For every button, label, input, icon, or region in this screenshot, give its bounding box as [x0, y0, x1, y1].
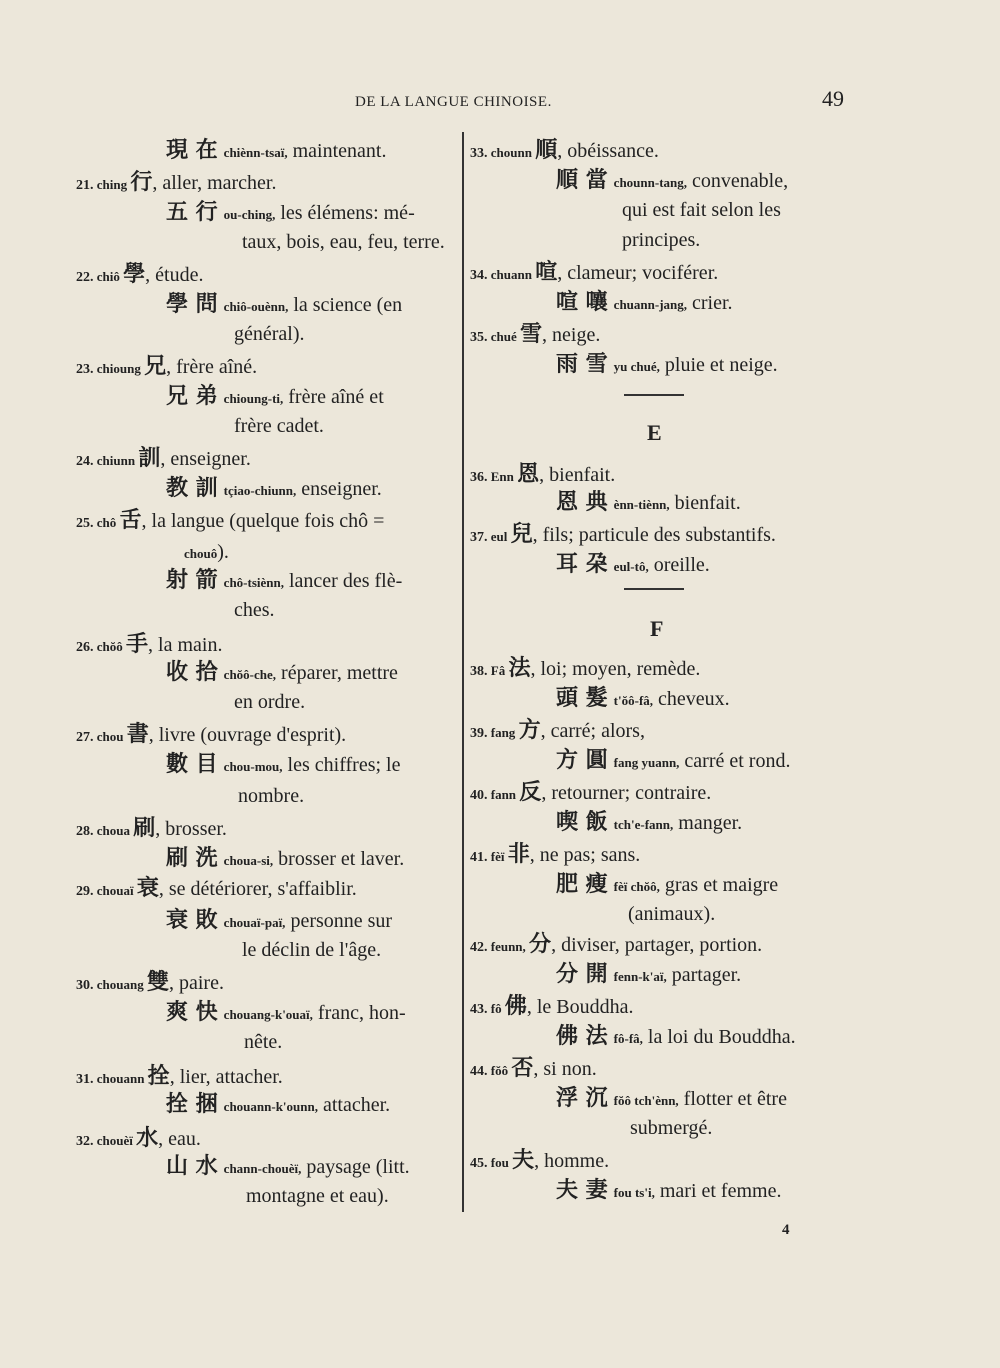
romanization: feunn,	[487, 939, 530, 954]
definition-text: qui est fait selon les	[622, 199, 781, 221]
definition-text: montagne et eau).	[246, 1185, 389, 1207]
chinese-character: 山 水	[166, 1154, 218, 1179]
section-letter-e: E	[647, 420, 662, 445]
definition-text: , si non.	[533, 1058, 597, 1080]
entry-number: 42.	[470, 940, 488, 955]
chinese-character: 訓	[138, 446, 161, 471]
chinese-character: 手	[126, 632, 149, 657]
entry-line	[630, 1118, 712, 1138]
definition-text: , retourner; contraire.	[541, 782, 712, 804]
definition-text: franc, hon-	[312, 1002, 406, 1024]
definition-text: la loi du Bouddha.	[642, 1026, 796, 1048]
chinese-character: 非	[507, 842, 530, 867]
definition-text: lancer des flè-	[283, 570, 403, 592]
definition-text: taux, bois, eau, feu, terre.	[242, 231, 445, 253]
entry-number: 39.	[470, 726, 488, 741]
chinese-character: 恩	[517, 462, 540, 487]
romanization: chioung	[93, 361, 145, 376]
entry-number: 22.	[76, 270, 94, 285]
entry-line	[246, 1186, 389, 1206]
entry-line	[234, 692, 305, 712]
romanization: Fâ	[487, 663, 509, 678]
entry-line	[166, 570, 402, 592]
romanization: chouang	[93, 977, 147, 992]
definition-text: réparer, mettre	[276, 662, 398, 684]
romanization: fou	[487, 1155, 513, 1170]
romanization: chiô	[93, 269, 124, 284]
entry-line	[242, 940, 381, 960]
chinese-character: 浮 沉	[556, 1086, 608, 1111]
entry-number: 38.	[470, 664, 488, 679]
definition-text: , neige.	[542, 324, 601, 346]
definition-text: enseigner.	[296, 478, 382, 500]
romanization: chounn	[487, 145, 536, 160]
entry-number: 36.	[470, 470, 488, 485]
chinese-character: 佛	[504, 994, 527, 1019]
definition-text: , le Bouddha.	[526, 996, 634, 1018]
entry-line	[166, 1156, 410, 1178]
chinese-character: 耳 朶	[556, 552, 608, 577]
romanization: yu chué,	[613, 359, 660, 374]
chinese-character: 喧 嚷	[556, 290, 608, 315]
definition-text: principes.	[622, 229, 701, 251]
definition-text: brosser et laver.	[273, 848, 405, 870]
entry-line	[76, 448, 251, 470]
definition-text: , enseigner.	[160, 448, 251, 470]
chinese-character: 現 在	[166, 138, 218, 163]
definition-text: , se détériorer, s'affaiblir.	[158, 878, 357, 900]
romanization: fang yuann,	[613, 755, 680, 770]
column-divider	[462, 132, 464, 1212]
romanization: fann	[487, 787, 520, 802]
chinese-character: 喧	[535, 260, 558, 285]
romanization: chou-mou,	[223, 759, 283, 774]
chinese-character: 兄 弟	[166, 384, 218, 409]
entry-line	[628, 904, 715, 924]
entry-number: 33.	[470, 146, 488, 161]
chinese-character: 衰	[136, 876, 159, 901]
romanization: ou-ching,	[223, 207, 276, 222]
definition-text: carré et rond.	[679, 750, 791, 772]
chinese-character: 五 行	[166, 200, 218, 225]
entry-number: 26.	[76, 640, 94, 655]
entry-line	[244, 1032, 282, 1052]
definition-text: , bienfait.	[539, 464, 616, 486]
definition-text: nête.	[244, 1031, 283, 1053]
entry-line	[234, 324, 305, 344]
entry-line	[184, 542, 229, 562]
entry-line	[76, 356, 257, 378]
definition-text: mari et femme.	[654, 1180, 782, 1202]
definition-text: manger.	[673, 812, 743, 834]
entry-number: 31.	[76, 1072, 94, 1087]
entry-line	[76, 1066, 283, 1088]
entry-line	[622, 230, 700, 250]
definition-text: partager.	[666, 964, 742, 986]
entry-line	[556, 292, 733, 314]
romanization: chounn-tang,	[613, 175, 687, 190]
romanization: chô-tsiènn,	[223, 575, 284, 590]
chinese-character: 夫 妻	[556, 1178, 608, 1203]
entry-line	[166, 386, 384, 408]
definition-text: flotter et être	[678, 1088, 787, 1110]
entry-line	[76, 1128, 201, 1150]
romanization: chouann	[93, 1071, 148, 1086]
entry-line	[166, 1094, 390, 1116]
definition-text: , paire.	[168, 972, 224, 994]
definition-text: (animaux).	[628, 903, 716, 925]
definition-text: maintenant.	[287, 140, 387, 162]
romanization: eul	[487, 529, 511, 544]
definition-text: les chiffres; le	[282, 754, 401, 776]
definition-text: , livre (ouvrage d'esprit).	[148, 724, 347, 746]
chinese-character: 書	[126, 722, 149, 747]
chinese-character: 肥 瘦	[556, 872, 608, 897]
entry-number: 37.	[470, 530, 488, 545]
entry-number: 41.	[470, 850, 488, 865]
chinese-character: 反	[519, 780, 542, 805]
entry-number: 23.	[76, 362, 94, 377]
entry-line	[556, 554, 710, 576]
definition-text: le déclin de l'âge.	[242, 939, 382, 961]
entry-line	[76, 818, 227, 840]
definition-text: cheveux.	[653, 688, 730, 710]
chinese-character: 雨 雪	[556, 352, 608, 377]
chinese-character: 教 訓	[166, 476, 218, 501]
romanization: chouang-k'ouaï,	[223, 1007, 313, 1022]
romanization: fô	[487, 1001, 505, 1016]
definition-text: , eau.	[158, 1128, 201, 1150]
entry-line	[470, 934, 762, 956]
entry-number: 27.	[76, 730, 94, 745]
entry-line	[470, 464, 615, 486]
chinese-character: 否	[511, 1056, 534, 1081]
definition-text: submergé.	[630, 1117, 713, 1139]
entry-number: 34.	[470, 268, 488, 283]
entry-number: 35.	[470, 330, 488, 345]
chinese-character: 夫	[512, 1148, 535, 1173]
chinese-character: 衰 敗	[166, 908, 218, 933]
romanization: tçiao-chiunn,	[223, 483, 297, 498]
romanization: chouann-k'ounn,	[223, 1099, 318, 1114]
definition-text: frère cadet.	[234, 415, 324, 437]
chinese-character: 學 問	[166, 292, 218, 317]
entry-line	[166, 662, 398, 684]
romanization: chouaï-paï,	[223, 915, 286, 930]
chinese-character: 行	[130, 170, 153, 195]
entry-line	[166, 1002, 406, 1024]
chinese-character: 兄	[144, 354, 167, 379]
romanization: chuann-jang,	[613, 297, 687, 312]
romanization: Enn	[487, 469, 518, 484]
entry-line	[166, 754, 400, 776]
definition-text: ches.	[234, 599, 275, 621]
definition-text: , frère aîné.	[166, 356, 258, 378]
definition-text: , étude.	[145, 264, 204, 286]
definition-text: , ne pas; sans.	[529, 844, 641, 866]
entry-number: 24.	[76, 454, 94, 469]
entry-line	[556, 750, 790, 772]
entry-line	[556, 688, 730, 710]
entry-number: 25.	[76, 516, 94, 531]
definition-text: nombre.	[238, 785, 305, 807]
chinese-character: 雪	[520, 322, 543, 347]
chinese-character: 方	[518, 718, 541, 743]
chinese-character: 射 箭	[166, 568, 218, 593]
entry-line	[470, 140, 659, 162]
entry-line	[556, 964, 741, 986]
entry-line	[166, 140, 386, 162]
entry-number: 45.	[470, 1156, 488, 1171]
romanization: chiô-ouènn,	[223, 299, 289, 314]
entry-line	[556, 874, 778, 896]
entry-number: 40.	[470, 788, 488, 803]
entry-line	[76, 172, 277, 194]
chinese-character: 法	[508, 656, 531, 681]
definition-text: la science (en	[288, 294, 403, 316]
running-header: DE LA LANGUE CHINOISE.	[355, 94, 552, 110]
romanization: fŏô	[487, 1063, 512, 1078]
definition-text: , la langue (quelque fois chô =	[141, 510, 385, 532]
chinese-character: 分 開	[556, 962, 608, 987]
signature-mark: 4	[782, 1222, 790, 1238]
entry-line	[166, 202, 415, 224]
entry-line	[622, 200, 781, 220]
chinese-character: 喫 飯	[556, 810, 608, 835]
definition-text: paysage (litt.	[301, 1156, 410, 1178]
entry-number: 44.	[470, 1064, 488, 1079]
entry-line	[234, 600, 275, 620]
entry-line	[556, 492, 741, 514]
chinese-character: 拴 捆	[166, 1092, 218, 1117]
definition-text: général).	[234, 323, 305, 345]
entry-line	[166, 848, 404, 870]
entry-line	[234, 416, 324, 436]
entry-line	[242, 232, 445, 252]
romanization: chouèï	[93, 1133, 137, 1148]
definition-text: , diviser, partager, portion.	[551, 934, 763, 956]
entry-line	[556, 1180, 781, 1202]
definition-text: gras et maigre	[659, 874, 779, 896]
romanization: chou	[93, 729, 127, 744]
definition-text: , carré; alors,	[540, 720, 645, 742]
romanization: chouô	[184, 546, 218, 561]
definition-text: , la main.	[148, 634, 223, 656]
entry-line	[470, 1150, 609, 1172]
definition-text: en ordre.	[234, 691, 306, 713]
entry-number: 21.	[76, 178, 94, 193]
entry-line	[470, 524, 776, 546]
definition-text: frère aîné et	[283, 386, 384, 408]
definition-text: , loi; moyen, remède.	[530, 658, 701, 680]
entry-line	[76, 972, 224, 994]
romanization: fŏô tch'ènn,	[613, 1093, 679, 1108]
entry-line	[470, 782, 711, 804]
entry-line	[556, 812, 742, 834]
entry-line	[76, 878, 357, 900]
romanization: chué	[487, 329, 520, 344]
definition-text: , lier, attacher.	[169, 1066, 283, 1088]
definition-text: , fils; particule des substantifs.	[532, 524, 776, 546]
romanization: chioung-ti,	[223, 391, 284, 406]
entry-line	[76, 264, 203, 286]
entry-number: 29.	[76, 884, 94, 899]
romanization: chiènn-tsaï,	[223, 145, 288, 160]
chinese-character: 恩 典	[556, 490, 608, 515]
entry-line	[470, 996, 634, 1018]
chinese-character: 刷 洗	[166, 846, 218, 871]
romanization: t'ŏô-fâ,	[613, 693, 654, 708]
definition-text: crier.	[687, 292, 733, 314]
definition-text: , brosser.	[155, 818, 227, 840]
chinese-character: 雙	[146, 970, 169, 995]
chinese-character: 數 目	[166, 752, 218, 777]
chinese-character: 兒	[510, 522, 533, 547]
chinese-character: 分	[529, 932, 552, 957]
romanization: ching	[93, 177, 131, 192]
chinese-character: 頭 髮	[556, 686, 608, 711]
chinese-character: 收 拾	[166, 660, 218, 685]
romanization: chouaï	[93, 883, 137, 898]
entry-line	[238, 786, 304, 806]
definition-text: oreille.	[648, 554, 710, 576]
definition-text: ).	[217, 541, 229, 563]
chinese-character: 爽 快	[166, 1000, 218, 1025]
definition-text: , clameur; vociférer.	[557, 262, 719, 284]
romanization: chuann	[487, 267, 536, 282]
romanization: fang	[487, 725, 519, 740]
chinese-character: 水	[136, 1126, 159, 1151]
section-rule	[624, 588, 684, 590]
chinese-character: 刷	[133, 816, 156, 841]
entry-line	[166, 910, 392, 932]
entry-line	[76, 634, 222, 656]
entry-line	[556, 1026, 796, 1048]
entry-line	[556, 170, 788, 192]
romanization: chô	[93, 515, 120, 530]
definition-text: personne sur	[285, 910, 393, 932]
definition-text: attacher.	[317, 1094, 391, 1116]
entry-number: 43.	[470, 1002, 488, 1017]
entry-line	[76, 510, 384, 532]
definition-text: , aller, marcher.	[152, 172, 277, 194]
chinese-character: 佛 法	[556, 1024, 608, 1049]
romanization: tch'e-fann,	[613, 817, 674, 832]
entry-line	[556, 354, 778, 376]
definition-text: pluie et neige.	[659, 354, 778, 376]
chinese-character: 舌	[119, 508, 142, 533]
entry-line	[470, 262, 718, 284]
entry-number: 32.	[76, 1134, 94, 1149]
definition-text: , homme.	[534, 1150, 610, 1172]
page-number: 49	[822, 86, 844, 111]
entry-line	[470, 658, 700, 680]
section-rule	[624, 394, 684, 396]
chinese-character: 學	[123, 262, 146, 287]
romanization: fenn-k'aï,	[613, 969, 667, 984]
chinese-character: 順 當	[556, 168, 608, 193]
section-letter-f: F	[650, 616, 664, 641]
romanization: chiunn	[93, 453, 139, 468]
romanization: chann-chouèï,	[223, 1161, 302, 1176]
entry-line	[76, 724, 346, 746]
entry-line	[470, 720, 645, 742]
entry-line	[470, 1058, 597, 1080]
entry-line	[470, 844, 640, 866]
romanization: eul-tô,	[613, 559, 649, 574]
romanization: chŏô-che,	[223, 667, 277, 682]
entry-line	[470, 324, 600, 346]
entry-line	[166, 294, 402, 316]
entry-number: 28.	[76, 824, 94, 839]
entry-line	[556, 1088, 787, 1110]
definition-text: convenable,	[687, 170, 789, 192]
entry-number: 30.	[76, 978, 94, 993]
definition-text: , obéissance.	[557, 140, 659, 162]
romanization: chŏô	[93, 639, 126, 654]
definition-text: les élémens: mé-	[275, 202, 415, 224]
romanization: fèï chŏô,	[613, 879, 660, 894]
chinese-character: 順	[535, 138, 558, 163]
romanization: fou ts'i,	[613, 1185, 655, 1200]
romanization: choua-si,	[223, 853, 274, 868]
romanization: choua	[93, 823, 134, 838]
definition-text: bienfait.	[669, 492, 741, 514]
chinese-character: 拴	[147, 1064, 170, 1089]
chinese-character: 方 圓	[556, 748, 608, 773]
romanization: fô-fâ,	[613, 1031, 643, 1046]
entry-line	[166, 478, 382, 500]
romanization: ènn-tiènn,	[613, 497, 670, 512]
romanization: fèï	[487, 849, 508, 864]
